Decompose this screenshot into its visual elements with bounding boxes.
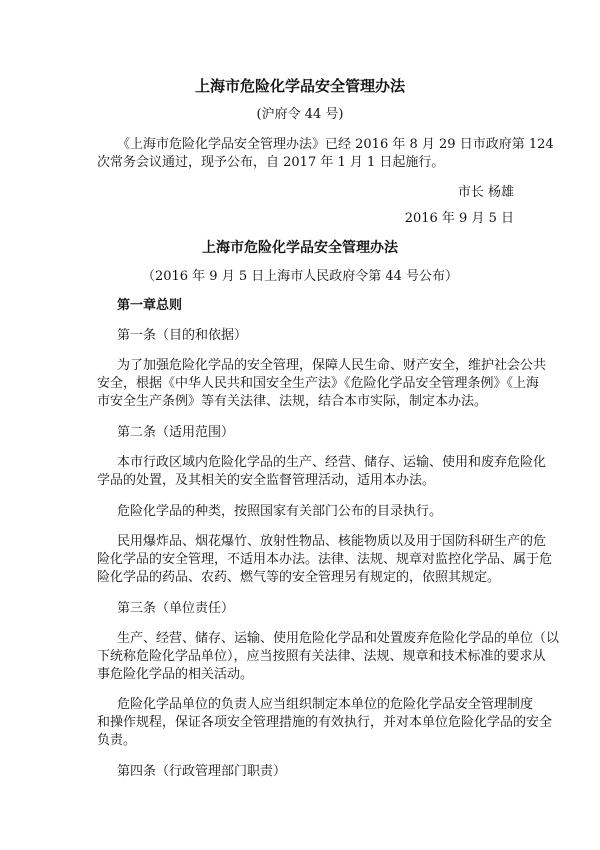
article-3-p2-line-3: 负责。: [97, 733, 137, 748]
article-3-p1-line-3: 事危险化学品的相关活动。: [97, 667, 254, 682]
article-1-heading: 第一条（目的和依据）: [117, 328, 248, 343]
document-title: 上海市危险化学品安全管理办法: [194, 77, 405, 95]
signer: 市长 杨雄: [457, 185, 514, 200]
chapter-heading: 第一章总则: [117, 298, 183, 313]
document-subtitle: 上海市危险化学品安全管理办法: [202, 240, 398, 256]
article-2-p2: 危险化学品的种类，按照国家有关部门公布的目录执行。: [117, 504, 443, 519]
article-3-p1-line-1: 生产、经营、储存、运输、使用危险化学品和处置废弃危险化学品的单位（以: [117, 631, 560, 646]
article-2-p1-line-2: 学品的处置，及其相关的安全监督管理活动，适用本办法。: [97, 473, 436, 488]
issue-date: 2016 年 9 月 5 日: [404, 211, 514, 226]
article-2-p3-line-3: 险化学品的药品、农药、燃气等的安全管理另有规定的，依照其规定。: [97, 570, 501, 585]
article-3-p1-line-2: 下统称危险化学品单位），应当按照有关法律、法规、规章和技术标准的要求从: [97, 649, 546, 664]
article-3-heading: 第三条（单位责任）: [117, 601, 235, 616]
article-2-p3-line-1: 民用爆炸品、烟花爆竹、放射性物品、核能物质以及用于国防科研生产的危: [117, 534, 547, 549]
article-2-p3-line-2: 险化学品的安全管理，不适用本办法。法律、法规、规章对监控化学品、属于危: [97, 552, 553, 567]
article-3-p2-line-2: 和操作规程，保证各项安全管理措施的有效执行，并对本单位危险化学品的安全: [97, 715, 553, 730]
article-1-line-1: 为了加强危险化学品的安全管理，保障人民生命、财产安全，维护社会公共: [117, 358, 547, 373]
article-1-line-2: 安全，根据《中华人民共和国安全生产法》《危险化学品安全管理条例》《上海: [97, 376, 540, 391]
article-2-p1-line-1: 本市行政区域内危险化学品的生产、经营、储存、运输、使用和废弃危险化: [117, 455, 547, 470]
publication-note: （2016 年 9 月 5 日上海市人民政府令第 44 号公布）: [141, 269, 459, 284]
article-3-p2-line-1: 危险化学品单位的负责人应当组织制定本单位的危险化学品安全管理制度: [117, 697, 534, 712]
article-4-heading: 第四条（行政管理部门职责）: [117, 764, 287, 779]
preface-line-2: 次常务会议通过，现予公布，自 2017 年 1 月 1 日起施行。: [97, 155, 445, 170]
preface-line-1: 《上海市危险化学品安全管理办法》已经 2016 年 8 月 29 日市政府第 124: [117, 137, 554, 152]
article-1-line-3: 市安全生产条例》等有关法律、法规，结合本市实际，制定本办法。: [97, 394, 488, 409]
order-number: (沪府令 44 号): [256, 107, 344, 122]
article-2-heading: 第二条（适用范围）: [117, 425, 235, 440]
